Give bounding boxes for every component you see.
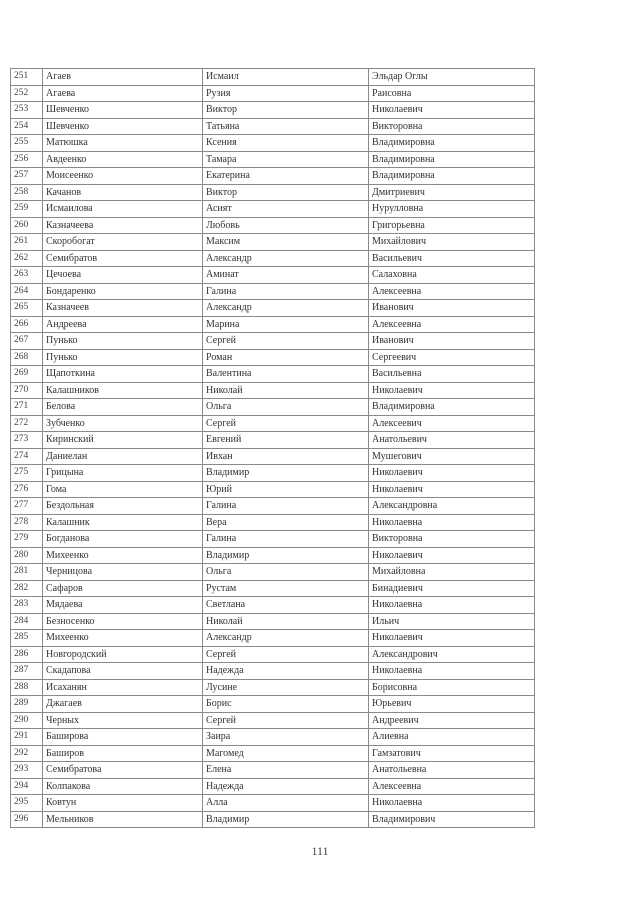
last-name-cell: Калашников (43, 382, 203, 399)
table-row (11, 547, 535, 564)
last-name-cell: Черницова (43, 564, 203, 581)
patronymic-cell: Раисовна (369, 85, 535, 102)
first-name-cell: Исмаил (203, 69, 369, 86)
table-row (11, 630, 535, 647)
last-name-cell: Казначеева (43, 217, 203, 234)
table-row (11, 69, 535, 86)
first-name-cell: Заира (203, 729, 369, 746)
last-name-cell: Качанов (43, 184, 203, 201)
patronymic-cell: Николаевна (369, 597, 535, 614)
last-name-cell: Баширов (43, 745, 203, 762)
row-number-cell: 261 (11, 234, 43, 251)
table-row (11, 811, 535, 828)
row-number-cell: 273 (11, 432, 43, 449)
row-number-cell: 272 (11, 415, 43, 432)
table-row (11, 267, 535, 284)
last-name-cell: Шевченко (43, 118, 203, 135)
row-number-cell: 279 (11, 531, 43, 548)
last-name-cell: Матюшка (43, 135, 203, 152)
last-name-cell: Мельников (43, 811, 203, 828)
first-name-cell: Светлана (203, 597, 369, 614)
patronymic-cell: Дмитриевич (369, 184, 535, 201)
last-name-cell: Ковтун (43, 795, 203, 812)
row-number-cell: 282 (11, 580, 43, 597)
row-number-cell: 277 (11, 498, 43, 515)
table-row (11, 151, 535, 168)
last-name-cell: Новгородский (43, 646, 203, 663)
table-row (11, 316, 535, 333)
row-number-cell: 274 (11, 448, 43, 465)
table-row (11, 250, 535, 267)
last-name-cell: Щапоткина (43, 366, 203, 383)
patronymic-cell: Николаевич (369, 102, 535, 119)
last-name-cell: Зубченко (43, 415, 203, 432)
table-row (11, 679, 535, 696)
row-number-cell: 293 (11, 762, 43, 779)
row-number-cell: 265 (11, 300, 43, 317)
row-number-cell: 291 (11, 729, 43, 746)
first-name-cell: Юрий (203, 481, 369, 498)
patronymic-cell: Владимировна (369, 168, 535, 185)
first-name-cell: Владимир (203, 811, 369, 828)
table-row (11, 234, 535, 251)
table-row (11, 217, 535, 234)
patronymic-cell: Николаевич (369, 465, 535, 482)
table-row (11, 514, 535, 531)
table-row (11, 201, 535, 218)
table-row (11, 795, 535, 812)
patronymic-cell: Алексеевна (369, 778, 535, 795)
table-row (11, 85, 535, 102)
last-name-cell: Гома (43, 481, 203, 498)
last-name-cell: Агаева (43, 85, 203, 102)
last-name-cell: Даниелан (43, 448, 203, 465)
table-row (11, 646, 535, 663)
last-name-cell: Агаев (43, 69, 203, 86)
row-number-cell: 283 (11, 597, 43, 614)
patronymic-cell: Михайловна (369, 564, 535, 581)
last-name-cell: Колпакова (43, 778, 203, 795)
table-row (11, 778, 535, 795)
row-number-cell: 295 (11, 795, 43, 812)
first-name-cell: Тамара (203, 151, 369, 168)
first-name-cell: Магомед (203, 745, 369, 762)
table-row (11, 465, 535, 482)
row-number-cell: 276 (11, 481, 43, 498)
row-number-cell: 254 (11, 118, 43, 135)
table-row (11, 382, 535, 399)
table-row (11, 712, 535, 729)
table-row (11, 498, 535, 515)
patronymic-cell: Алиевна (369, 729, 535, 746)
last-name-cell: Семибратов (43, 250, 203, 267)
patronymic-cell: Владимирович (369, 811, 535, 828)
first-name-cell: Виктор (203, 102, 369, 119)
first-name-cell: Аминат (203, 267, 369, 284)
first-name-cell: Николай (203, 613, 369, 630)
first-name-cell: Евгений (203, 432, 369, 449)
patronymic-cell: Анатольевич (369, 432, 535, 449)
first-name-cell: Ольга (203, 399, 369, 416)
patronymic-cell: Алексеевна (369, 283, 535, 300)
table-row (11, 597, 535, 614)
patronymic-cell: Михайлович (369, 234, 535, 251)
table-row (11, 663, 535, 680)
row-number-cell: 296 (11, 811, 43, 828)
row-number-cell: 258 (11, 184, 43, 201)
table-row (11, 531, 535, 548)
row-number-cell: 284 (11, 613, 43, 630)
first-name-cell: Александр (203, 250, 369, 267)
patronymic-cell: Владимировна (369, 399, 535, 416)
first-name-cell: Надежда (203, 663, 369, 680)
first-name-cell: Сергей (203, 646, 369, 663)
row-number-cell: 266 (11, 316, 43, 333)
patronymic-cell: Салаховна (369, 267, 535, 284)
patronymic-cell: Григорьевна (369, 217, 535, 234)
first-name-cell: Галина (203, 498, 369, 515)
last-name-cell: Шевченко (43, 102, 203, 119)
first-name-cell: Виктор (203, 184, 369, 201)
patronymic-cell: Иванович (369, 333, 535, 350)
first-name-cell: Александр (203, 630, 369, 647)
last-name-cell: Семибратова (43, 762, 203, 779)
row-number-cell: 288 (11, 679, 43, 696)
table-row (11, 399, 535, 416)
table-row (11, 135, 535, 152)
first-name-cell: Владимир (203, 547, 369, 564)
table-row (11, 333, 535, 350)
last-name-cell: Скадапова (43, 663, 203, 680)
row-number-cell: 292 (11, 745, 43, 762)
last-name-cell: Белова (43, 399, 203, 416)
row-number-cell: 255 (11, 135, 43, 152)
name-table (10, 68, 535, 828)
patronymic-cell: Викторовна (369, 118, 535, 135)
last-name-cell: Богданова (43, 531, 203, 548)
row-number-cell: 252 (11, 85, 43, 102)
last-name-cell: Калашник (43, 514, 203, 531)
row-number-cell: 251 (11, 69, 43, 86)
table-row (11, 432, 535, 449)
patronymic-cell: Мушегович (369, 448, 535, 465)
patronymic-cell: Анатольевна (369, 762, 535, 779)
row-number-cell: 275 (11, 465, 43, 482)
last-name-cell: Киринский (43, 432, 203, 449)
table-row (11, 184, 535, 201)
first-name-cell: Лусине (203, 679, 369, 696)
patronymic-cell: Владимировна (369, 135, 535, 152)
row-number-cell: 290 (11, 712, 43, 729)
row-number-cell: 260 (11, 217, 43, 234)
first-name-cell: Роман (203, 349, 369, 366)
first-name-cell: Рузия (203, 85, 369, 102)
table-row (11, 613, 535, 630)
last-name-cell: Михеенко (43, 630, 203, 647)
patronymic-cell: Николаевна (369, 663, 535, 680)
first-name-cell: Вера (203, 514, 369, 531)
patronymic-cell: Николаевич (369, 382, 535, 399)
table-row (11, 745, 535, 762)
last-name-cell: Пунько (43, 333, 203, 350)
table-row (11, 481, 535, 498)
patronymic-cell: Эльдар Оглы (369, 69, 535, 86)
row-number-cell: 270 (11, 382, 43, 399)
row-number-cell: 259 (11, 201, 43, 218)
last-name-cell: Скоробогат (43, 234, 203, 251)
table-row (11, 102, 535, 119)
patronymic-cell: Николаевич (369, 481, 535, 498)
patronymic-cell: Алексеевич (369, 415, 535, 432)
patronymic-cell: Викторовна (369, 531, 535, 548)
patronymic-cell: Ильич (369, 613, 535, 630)
table-row (11, 580, 535, 597)
table-row (11, 696, 535, 713)
row-number-cell: 264 (11, 283, 43, 300)
last-name-cell: Бездольная (43, 498, 203, 515)
first-name-cell: Любовь (203, 217, 369, 234)
first-name-cell: Галина (203, 531, 369, 548)
patronymic-cell: Андреевич (369, 712, 535, 729)
last-name-cell: Джагаев (43, 696, 203, 713)
patronymic-cell: Борисовна (369, 679, 535, 696)
table-row (11, 283, 535, 300)
row-number-cell: 286 (11, 646, 43, 663)
last-name-cell: Исмаилова (43, 201, 203, 218)
first-name-cell: Алла (203, 795, 369, 812)
last-name-cell: Цечоева (43, 267, 203, 284)
first-name-cell: Надежда (203, 778, 369, 795)
patronymic-cell: Николаевна (369, 514, 535, 531)
row-number-cell: 271 (11, 399, 43, 416)
row-number-cell: 278 (11, 514, 43, 531)
first-name-cell: Валентина (203, 366, 369, 383)
first-name-cell: Елена (203, 762, 369, 779)
first-name-cell: Сергей (203, 333, 369, 350)
patronymic-cell: Иванович (369, 300, 535, 317)
row-number-cell: 262 (11, 250, 43, 267)
row-number-cell: 289 (11, 696, 43, 713)
last-name-cell: Бондаренко (43, 283, 203, 300)
first-name-cell: Сергей (203, 712, 369, 729)
row-number-cell: 285 (11, 630, 43, 647)
first-name-cell: Галина (203, 283, 369, 300)
last-name-cell: Авдеенко (43, 151, 203, 168)
row-number-cell: 269 (11, 366, 43, 383)
patronymic-cell: Александрович (369, 646, 535, 663)
last-name-cell: Казначеев (43, 300, 203, 317)
patronymic-cell: Николаевич (369, 547, 535, 564)
last-name-cell: Мядаева (43, 597, 203, 614)
last-name-cell: Баширова (43, 729, 203, 746)
last-name-cell: Безносенко (43, 613, 203, 630)
row-number-cell: 287 (11, 663, 43, 680)
patronymic-cell: Бинадиевич (369, 580, 535, 597)
row-number-cell: 281 (11, 564, 43, 581)
patronymic-cell: Николаевна (369, 795, 535, 812)
patronymic-cell: Гамзатович (369, 745, 535, 762)
table-row (11, 366, 535, 383)
first-name-cell: Владимир (203, 465, 369, 482)
row-number-cell: 257 (11, 168, 43, 185)
first-name-cell: Борис (203, 696, 369, 713)
last-name-cell: Андреева (43, 316, 203, 333)
table-row (11, 168, 535, 185)
table-row (11, 448, 535, 465)
row-number-cell: 253 (11, 102, 43, 119)
patronymic-cell: Александровна (369, 498, 535, 515)
first-name-cell: Татьяна (203, 118, 369, 135)
table-row (11, 118, 535, 135)
table-row (11, 415, 535, 432)
row-number-cell: 267 (11, 333, 43, 350)
first-name-cell: Асият (203, 201, 369, 218)
row-number-cell: 263 (11, 267, 43, 284)
row-number-cell: 294 (11, 778, 43, 795)
first-name-cell: Александр (203, 300, 369, 317)
patronymic-cell: Нурулловна (369, 201, 535, 218)
first-name-cell: Николай (203, 382, 369, 399)
last-name-cell: Сафаров (43, 580, 203, 597)
row-number-cell: 268 (11, 349, 43, 366)
first-name-cell: Ивхан (203, 448, 369, 465)
row-number-cell: 280 (11, 547, 43, 564)
first-name-cell: Максим (203, 234, 369, 251)
first-name-cell: Сергей (203, 415, 369, 432)
table-row (11, 762, 535, 779)
last-name-cell: Пунько (43, 349, 203, 366)
last-name-cell: Исаханян (43, 679, 203, 696)
last-name-cell: Черных (43, 712, 203, 729)
patronymic-cell: Владимировна (369, 151, 535, 168)
first-name-cell: Марина (203, 316, 369, 333)
first-name-cell: Ольга (203, 564, 369, 581)
page-number: 111 (311, 844, 329, 858)
first-name-cell: Екатерина (203, 168, 369, 185)
patronymic-cell: Николаевич (369, 630, 535, 647)
patronymic-cell: Васильевна (369, 366, 535, 383)
table-body (11, 69, 535, 828)
patronymic-cell: Юрьевич (369, 696, 535, 713)
last-name-cell: Михеенко (43, 547, 203, 564)
row-number-cell: 256 (11, 151, 43, 168)
first-name-cell: Ксения (203, 135, 369, 152)
patronymic-cell: Сергеевич (369, 349, 535, 366)
table-row (11, 349, 535, 366)
patronymic-cell: Васильевич (369, 250, 535, 267)
name-list-sheet (10, 68, 534, 828)
first-name-cell: Рустам (203, 580, 369, 597)
table-row (11, 729, 535, 746)
last-name-cell: Моисеенко (43, 168, 203, 185)
table-row (11, 300, 535, 317)
last-name-cell: Грицына (43, 465, 203, 482)
patronymic-cell: Алексеевна (369, 316, 535, 333)
table-row (11, 564, 535, 581)
